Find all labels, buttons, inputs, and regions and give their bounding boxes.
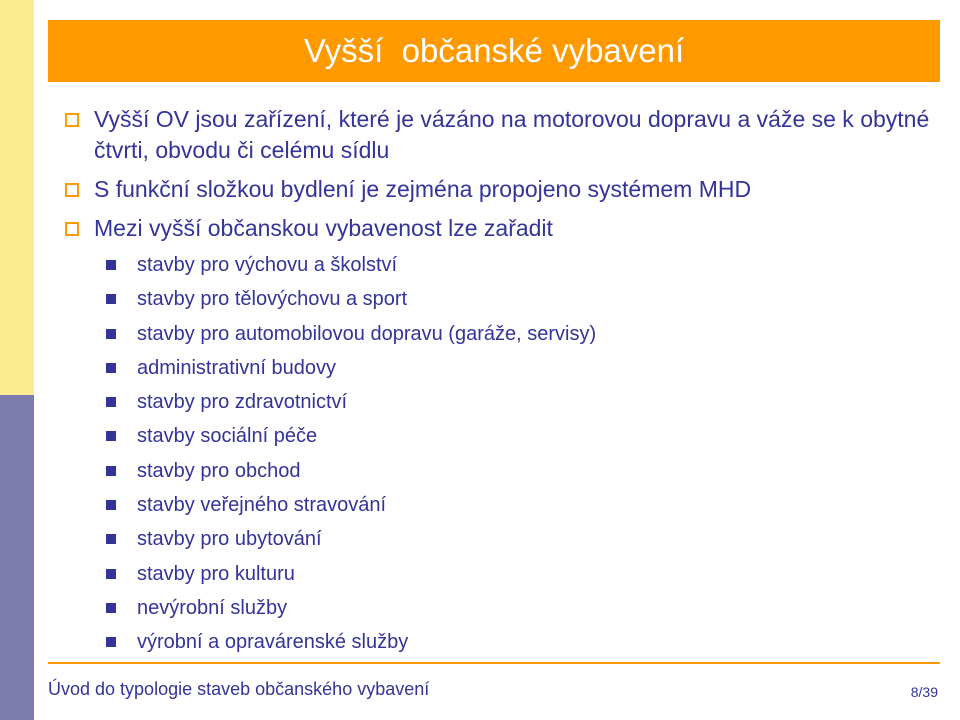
sub-bullet-item bbox=[106, 419, 926, 453]
footer-title: Úvod do typologie staveb občanského vybavení bbox=[48, 679, 430, 699]
sub-bullet-text: stavby pro zdravotnictví bbox=[137, 391, 348, 414]
sub-bullet-item bbox=[106, 625, 926, 659]
filled-square-bullet-icon bbox=[106, 294, 116, 304]
filled-square-bullet-icon bbox=[106, 500, 116, 510]
sub-bullet-text: administrativní budovy bbox=[137, 356, 336, 379]
sub-bullet-item bbox=[106, 248, 926, 282]
main-bullet-text: S funkční složkou bydlení je zejména propojeno systémem MHD bbox=[94, 176, 752, 202]
main-bullet-item bbox=[62, 174, 932, 205]
main-bullet-list bbox=[62, 104, 932, 252]
main-bullet-item bbox=[62, 104, 932, 166]
filled-square-bullet-icon bbox=[106, 431, 116, 441]
outline-square-bullet-icon bbox=[65, 183, 79, 197]
left-decor-bar-blue bbox=[0, 395, 34, 720]
page-number: 8/39 bbox=[910, 684, 938, 700]
sub-bullet-item bbox=[106, 454, 926, 488]
filled-square-bullet-icon bbox=[106, 603, 116, 613]
sub-bullet-text: výrobní a opravárenské služby bbox=[137, 631, 409, 654]
sub-bullet-item bbox=[106, 591, 926, 625]
sub-bullet-item bbox=[106, 522, 926, 556]
footer-divider bbox=[48, 662, 940, 664]
sub-bullet-text: stavby pro obchod bbox=[137, 459, 301, 482]
filled-square-bullet-icon bbox=[106, 466, 116, 476]
left-decor-bar-yellow bbox=[0, 0, 34, 395]
filled-square-bullet-icon bbox=[106, 329, 116, 339]
sub-bullet-item bbox=[106, 282, 926, 316]
sub-bullet-text: stavby veřejného stravování bbox=[137, 494, 387, 517]
sub-bullet-item bbox=[106, 385, 926, 419]
main-bullet-text: Mezi vyšší občanskou vybavenost lze zařadit bbox=[94, 215, 553, 241]
sub-bullet-text: stavby pro tělovýchovu a sport bbox=[137, 288, 408, 311]
slide-title: Vyšší občanské vybavení bbox=[303, 32, 685, 69]
sub-bullet-text: stavby pro výchovu a školství bbox=[137, 254, 398, 276]
outline-square-bullet-icon bbox=[65, 113, 79, 127]
main-bullet-text: Vyšší OV jsou zařízení, které je vázáno na motorovou dopravu a váže se k obytné čtvrti, obvodu či celému sídlu bbox=[94, 106, 930, 163]
sub-bullet-text: stavby sociální péče bbox=[137, 425, 318, 448]
filled-square-bullet-icon bbox=[106, 397, 116, 407]
sub-bullet-text: stavby pro automobilovou dopravu (garáže, servisy) bbox=[137, 322, 597, 345]
sub-bullet-item bbox=[106, 557, 926, 591]
sub-bullet-item bbox=[106, 317, 926, 351]
sub-bullet-text: stavby pro kulturu bbox=[137, 562, 295, 585]
sub-bullet-item bbox=[106, 351, 926, 385]
outline-square-bullet-icon bbox=[65, 222, 79, 236]
filled-square-bullet-icon bbox=[106, 569, 116, 579]
filled-square-bullet-icon bbox=[106, 534, 116, 544]
sub-bullet-item bbox=[106, 488, 926, 522]
title-bar bbox=[48, 20, 940, 82]
sub-bullet-text: nevýrobní služby bbox=[137, 596, 288, 619]
filled-square-bullet-icon bbox=[106, 363, 116, 373]
main-bullet-item bbox=[62, 213, 932, 244]
sub-bullet-list bbox=[106, 248, 926, 660]
filled-square-bullet-icon bbox=[106, 637, 116, 647]
filled-square-bullet-icon bbox=[106, 260, 116, 270]
sub-bullet-text: stavby pro ubytování bbox=[137, 528, 322, 551]
